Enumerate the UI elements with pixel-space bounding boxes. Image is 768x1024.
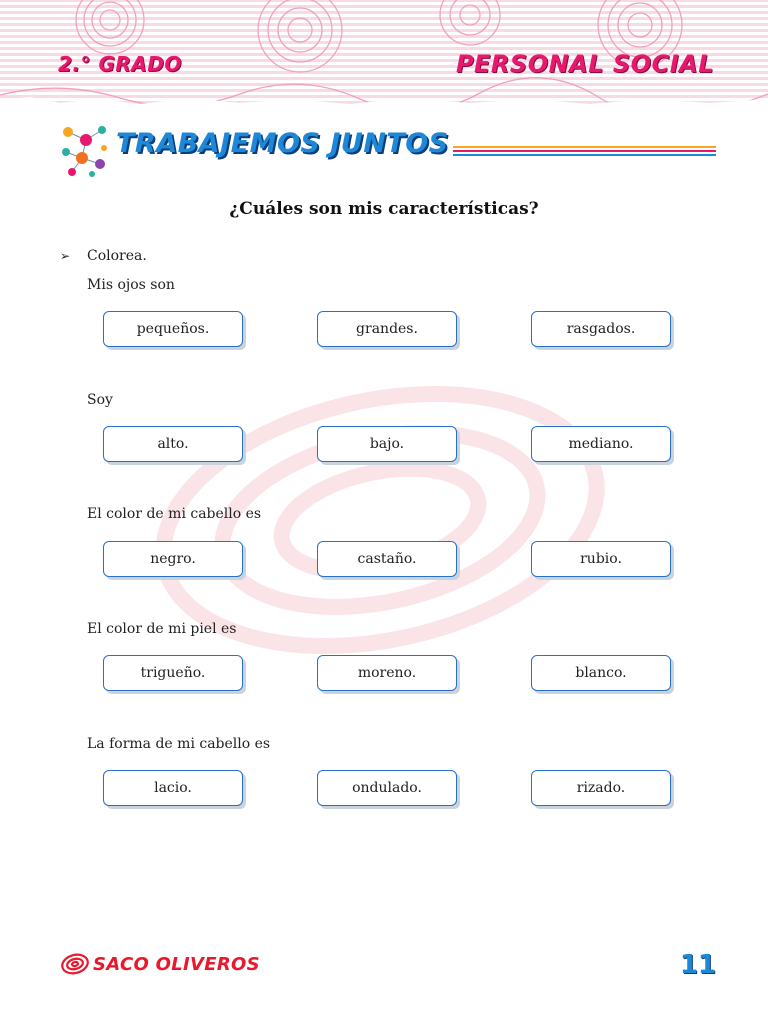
dots-network-icon <box>58 120 114 180</box>
subject-title: PERSONAL SOCIAL <box>455 50 714 78</box>
option-box[interactable]: rasgados. <box>531 311 671 347</box>
header-band <box>0 0 768 110</box>
instruction <box>60 248 147 264</box>
option-box[interactable]: mediano. <box>531 426 671 462</box>
brand-logo <box>60 952 260 976</box>
instruction-text: Colorea. <box>87 248 147 264</box>
option-box[interactable]: trigueño. <box>103 655 243 691</box>
option-box[interactable]: rizado. <box>531 770 671 806</box>
arrow-bullet-icon: ➢ <box>60 249 71 263</box>
section-title: TRABAJEMOS JUNTOS <box>116 128 453 159</box>
option-box[interactable]: castaño. <box>317 541 457 577</box>
option-box[interactable]: lacio. <box>103 770 243 806</box>
option-box[interactable]: grandes. <box>317 311 457 347</box>
group-label-eyes: Mis ojos son <box>87 277 175 293</box>
section-header <box>58 120 718 180</box>
option-box[interactable]: ondulado. <box>317 770 457 806</box>
group-label-hair-color: El color de mi cabello es <box>87 506 262 522</box>
group-label-height: Soy <box>87 392 113 408</box>
option-box[interactable]: rubio. <box>531 541 671 577</box>
option-box[interactable]: alto. <box>103 426 243 462</box>
grade-label: 2.° GRADO <box>58 52 182 76</box>
brand-name: SACO OLIVEROS <box>93 953 260 975</box>
option-box[interactable]: negro. <box>103 541 243 577</box>
option-box[interactable]: moreno. <box>317 655 457 691</box>
option-box[interactable]: bajo. <box>317 426 457 462</box>
option-box[interactable]: blanco. <box>531 655 671 691</box>
page-number: 11 <box>679 950 716 980</box>
group-label-skin-color: El color de mi piel es <box>87 621 237 637</box>
swirl-logo-icon <box>60 952 90 976</box>
group-label-hair-shape: La forma de mi cabello es <box>87 736 271 752</box>
option-box[interactable]: pequeños. <box>103 311 243 347</box>
worksheet-question: ¿Cuáles son mis características? <box>229 199 539 219</box>
